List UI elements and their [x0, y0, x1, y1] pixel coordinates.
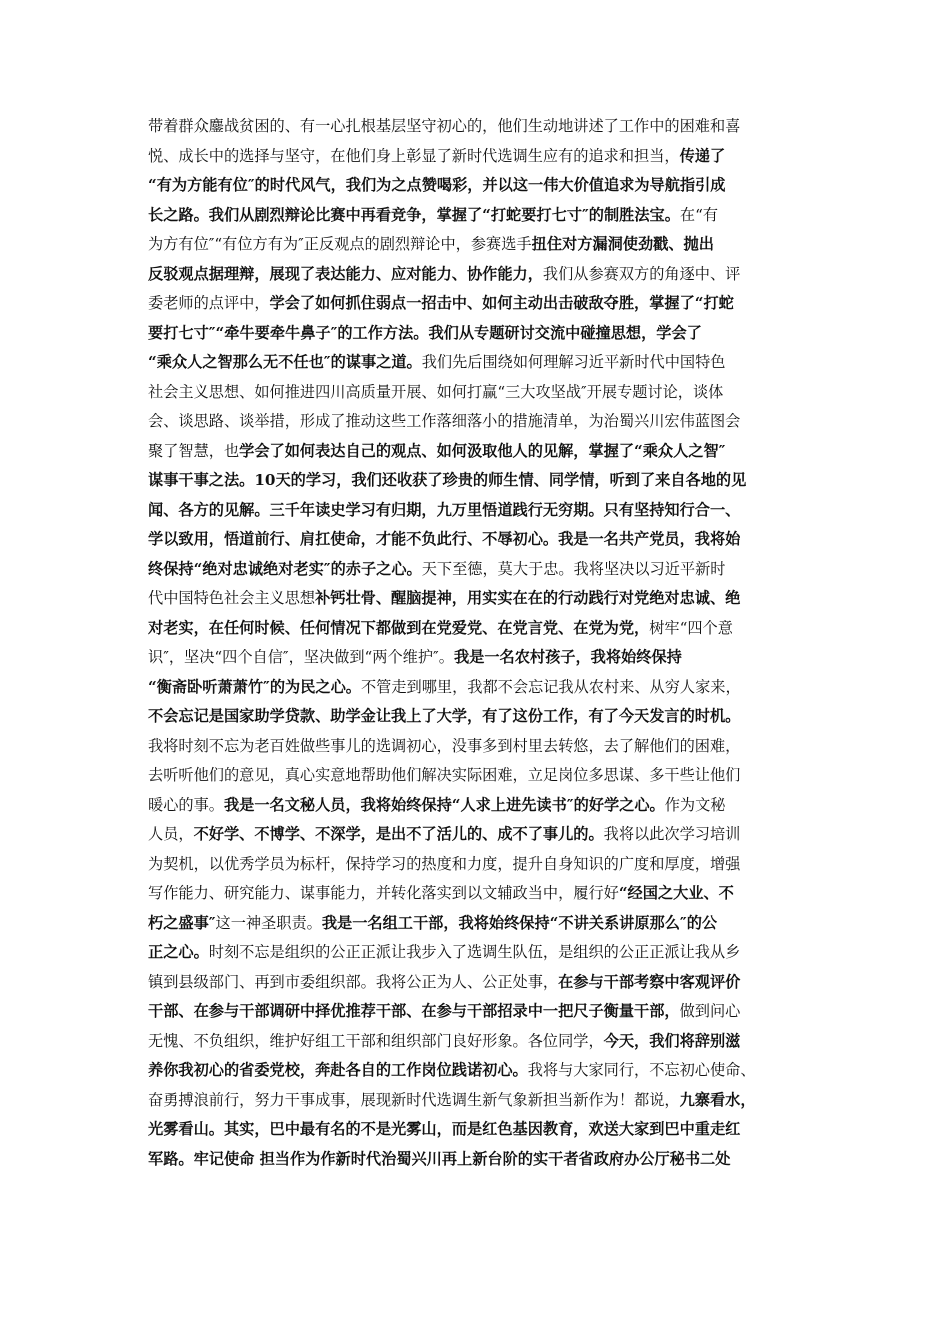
text-segment: 奋勇搏浪前行，努力干事成事，展现新时代选调生新气象新担当新作为！都说，	[148, 1090, 680, 1109]
text-segment: 识″，坚决“四个自信″，坚决做到“两个维护″。	[148, 648, 454, 666]
text-line	[148, 171, 810, 201]
text-line	[148, 643, 810, 673]
bold-text-segment: “经国之大业、不	[618, 884, 734, 902]
text-line	[148, 230, 810, 260]
text-line	[148, 850, 810, 880]
bold-text-segment: 传递了	[679, 146, 726, 165]
text-segment: 聚了智慧，也	[148, 441, 240, 460]
text-segment: 代中国特色社会主义思想	[148, 589, 316, 607]
text-segment: 去听听他们的意见，真心实意地帮助他们解决实际困难，立足岗位多思谋、多干些让他们	[148, 766, 741, 784]
text-line	[148, 614, 810, 644]
text-segment: 人员，	[148, 825, 194, 843]
text-line	[148, 673, 810, 703]
text-line	[148, 142, 810, 172]
bold-text-segment: 干部、在参与干部调研中择优推荐干部、在参与干部招录中一把尺子衡量干部，	[148, 1002, 680, 1020]
bold-text-segment: 学会了如何表达自己的观点、如何汲取他人的见解，掌握了“乘众人之智″	[239, 441, 726, 460]
text-segment: 天下至德，莫大于忠。我将坚决以习近平新时	[421, 559, 726, 578]
text-line	[148, 1115, 810, 1145]
text-segment: 我将以此次学习培训	[603, 825, 741, 843]
bold-text-segment: 学会了如何抓住弱点一招击中、如何主动出击破敌夺胜，掌握了“打蛇	[269, 294, 734, 312]
text-segment: 做到问心	[679, 1002, 741, 1020]
text-line	[148, 319, 810, 349]
text-line	[148, 584, 810, 614]
text-line	[148, 289, 810, 319]
text-line	[148, 496, 810, 526]
bold-text-segment: 学以致用，悟道前行、肩扛使命，才能不负此行、不辱初心。我是一名共产党员，我将始	[148, 530, 741, 548]
bold-text-segment: 谋事干事之法。10天的学习，我们还收获了珍贵的师生情、同学情，听到了来自各地的见	[148, 471, 747, 489]
text-line	[148, 702, 810, 732]
bold-text-segment: 在参与干部考察中客观评价	[558, 972, 741, 991]
bold-text-segment: 对老实，在任何时候、任何情况下都做到在党爱党、在党言党、在党为党，	[148, 618, 650, 637]
text-segment: 写作能力、研究能力、谋事能力，并转化落实到以文辅政当中，履行好	[148, 884, 619, 902]
text-segment: 为方有位″“有位方有为″正反观点的剧烈辩论中，参赛选手	[148, 235, 532, 253]
text-line	[148, 466, 810, 496]
text-line	[148, 525, 810, 555]
text-line	[148, 112, 810, 142]
text-segment: 悦、成长中的选择与坚守，在他们身上彰显了新时代选调生应有的追求和担当，	[148, 146, 680, 165]
text-segment: 不管走到哪里，我都不会忘记我从农村来、从穷人家来，	[360, 677, 741, 696]
text-segment: 我们从参赛双方的角逐中、评	[542, 264, 741, 283]
body-text	[148, 112, 810, 1174]
text-line	[148, 201, 810, 231]
text-line	[148, 791, 810, 821]
text-segment: 无愧、不负组织，维护好组工干部和组织部门良好形象。各位同学，	[148, 1031, 604, 1050]
bold-text-segment: 正之心。	[148, 943, 209, 961]
text-line	[148, 1056, 810, 1086]
bold-text-segment: 要打七寸″“牵牛要牵牛鼻子″的工作方法。我们从专题研讨交流中碰撞思想，学会了	[148, 323, 702, 342]
bold-text-segment: 我是一名文秘人员，我将始终保持“人求上进先读书″的好学之心。	[223, 795, 665, 814]
text-segment: 我将时刻不忘为老百姓做些事儿的选调初心，没事多到村里去转悠，去了解他们的困难，	[148, 736, 741, 755]
bold-text-segment: 终保持“绝对忠诚绝对老实″的赤子之心。	[148, 559, 422, 578]
bold-text-segment: 光雾看山。其实，巴中最有名的不是光雾山，而是红色基因教育，欢送大家到巴中重走红	[148, 1120, 741, 1138]
text-line	[148, 968, 810, 998]
bold-text-segment: “乘众人之智那么无不任也″的谋事之道。	[148, 353, 422, 371]
text-line	[148, 732, 810, 762]
text-line	[148, 879, 810, 909]
text-segment: 作为文秘	[664, 795, 726, 814]
text-segment: 时刻不忘是组织的公正正派让我步入了选调生队伍，是组织的公正正派让我从乡	[208, 943, 741, 961]
bold-text-segment: 我是一名农村孩子，我将始终保持	[453, 648, 682, 666]
text-line	[148, 1027, 810, 1057]
text-segment: 委老师的点评中，	[148, 294, 270, 312]
bold-text-segment: 扭住对方漏洞使劲戳、抛出	[531, 235, 714, 253]
bold-text-segment: 军路。牢记使命 担当作为作新时代治蜀兴川再上新台阶的实干者省政府办公厅秘书二处	[148, 1149, 731, 1168]
text-line	[148, 260, 810, 290]
bold-text-segment: 补钙壮骨、醒脑提神，用实实在在的行动践行对党绝对忠诚、绝	[315, 589, 741, 607]
text-line	[148, 1145, 810, 1175]
bold-text-segment: 长之路。我们从剧烈辩论比赛中再看竞争，掌握了“打蛇要打七寸″的制胜法宝。	[148, 205, 680, 224]
text-line	[148, 997, 810, 1027]
text-line	[148, 378, 810, 408]
bold-text-segment: 不好学、不博学、不深学，是出不了活儿的、成不了事儿的。	[193, 825, 604, 843]
text-segment: 暖心的事。	[148, 795, 224, 814]
text-line	[148, 1086, 810, 1116]
text-line	[148, 407, 810, 437]
bold-text-segment: 闻、各方的见解。三千年读史学习有归期，九万里悟道践行无穷期。只有坚持知行合一、	[148, 500, 741, 519]
bold-text-segment: 朽之盛事″	[148, 913, 216, 932]
bold-text-segment: “有为方能有位″的时代风气，我们为之点赞喝彩，并以这一伟大价值追求为导航指引成	[148, 176, 726, 194]
text-line	[148, 938, 810, 968]
text-segment: 会、谈思路、谈举措，形成了推动这些工作落细落小的措施清单，为治蜀兴川宏伟蓝图会	[148, 412, 741, 430]
text-segment: 带着群众鏖战贫困的、有一心扎根基层坚守初心的，他们生动地讲述了工作中的困难和喜	[148, 117, 741, 135]
text-segment: 树牢“四个意	[649, 618, 733, 637]
text-segment: 我们先后围绕如何理解习近平新时代中国特色	[421, 353, 726, 371]
bold-text-segment: “衡斋卧听萧萧竹″的为民之心。	[148, 677, 361, 696]
text-segment: 我将与大家同行，不忘初心使命、	[527, 1061, 756, 1079]
text-segment: 在“有	[679, 205, 719, 224]
bold-text-segment: 不会忘记是国家助学贷款、助学金让我上了大学，有了这份工作，有了今天发言的时机。	[148, 707, 741, 725]
text-segment: 社会主义思想、如何推进四川高质量开展、如何打赢“三大攻坚战″开展专题讨论，谈体	[148, 382, 724, 401]
text-segment: 这一神圣职责。	[215, 913, 322, 932]
text-line	[148, 909, 810, 939]
bold-text-segment: 九寨看水，	[679, 1090, 756, 1109]
text-line	[148, 437, 810, 467]
text-segment: 镇到县级部门、再到市委组织部。我将公正为人、公正处事，	[148, 972, 559, 991]
text-line	[148, 555, 810, 585]
text-line	[148, 820, 810, 850]
text-line	[148, 761, 810, 791]
bold-text-segment: 养你我初心的省委党校，奔赴各自的工作岗位践诺初心。	[148, 1061, 528, 1079]
bold-text-segment: 我是一名组工干部，我将始终保持“不讲关系讲原那么″的公	[321, 913, 718, 932]
bold-text-segment: 今天，我们将辞别滋	[603, 1031, 741, 1050]
bold-text-segment: 反驳观点据理辩，展现了表达能力、应对能力、协作能力，	[148, 264, 543, 283]
text-segment: 为契机，以优秀学员为标杆，保持学习的热度和力度，提升自身知识的广度和厚度，增强	[148, 854, 741, 873]
text-line	[148, 348, 810, 378]
